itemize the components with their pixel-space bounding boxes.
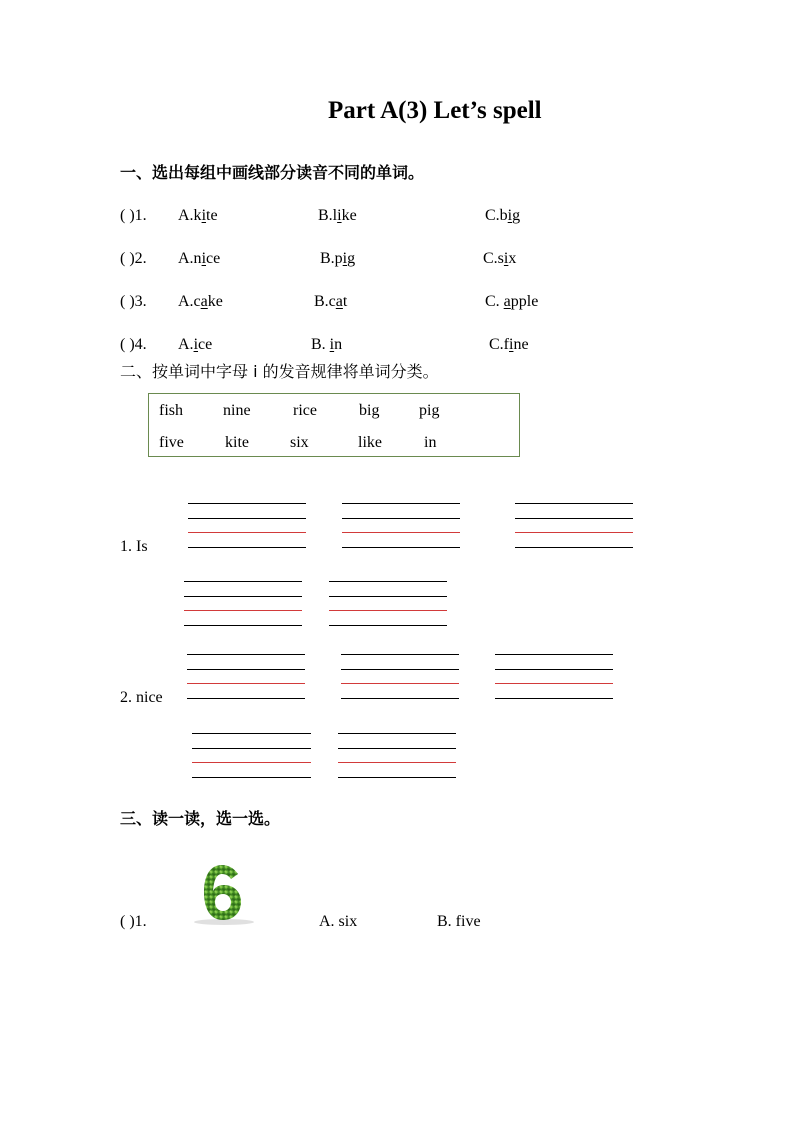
option-text: g	[347, 250, 356, 267]
group-1-label: 1. Is	[120, 538, 148, 555]
question-number: ( )4.	[120, 336, 147, 353]
option-text: B.	[311, 336, 330, 353]
writing-line-red	[184, 610, 302, 611]
writing-line-red	[187, 683, 305, 684]
underlined-letter: a	[335, 293, 343, 310]
word-bank-word: nine	[223, 402, 251, 419]
word-bank-word: five	[159, 434, 184, 451]
option-a	[178, 250, 220, 268]
writing-line	[515, 518, 633, 519]
option-text: ne	[513, 336, 529, 353]
word-bank-word: fish	[159, 402, 183, 419]
option-text: A.c	[178, 293, 201, 310]
writing-line	[184, 596, 302, 597]
writing-line	[342, 547, 460, 548]
option-text: B.c	[314, 293, 336, 310]
option-c	[489, 336, 529, 354]
underlined-letter: i	[201, 207, 207, 224]
option-text: C.s	[483, 250, 504, 267]
option-b	[314, 293, 347, 311]
writing-line	[515, 503, 633, 504]
option-text: te	[206, 207, 218, 224]
question-number: ( )1.	[120, 207, 147, 224]
word-bank-box	[148, 393, 520, 457]
writing-line-red	[338, 762, 456, 763]
option-text: C.f	[489, 336, 509, 353]
option-text: A.n	[178, 250, 202, 267]
writing-line	[495, 654, 613, 655]
option-b	[320, 250, 355, 268]
writing-line	[187, 669, 305, 670]
writing-line	[338, 777, 456, 778]
writing-line	[188, 547, 306, 548]
option-text: B.l	[318, 207, 338, 224]
word-bank-word: in	[424, 434, 437, 451]
option-text: ce	[206, 250, 221, 267]
word-bank-word: rice	[293, 402, 317, 419]
writing-line	[192, 748, 311, 749]
group-2-label: 2. nice	[120, 689, 163, 706]
underlined-letter: i	[329, 336, 335, 353]
underlined-letter: a	[200, 293, 208, 310]
underlined-letter: i	[342, 250, 348, 267]
writing-line	[188, 503, 306, 504]
writing-line	[495, 669, 613, 670]
underlined-letter: i	[201, 250, 207, 267]
word-bank-word: six	[290, 434, 309, 451]
writing-line	[341, 654, 459, 655]
option-text: A.	[178, 336, 194, 353]
underlined-letter: i	[503, 250, 509, 267]
option-b	[318, 207, 357, 225]
writing-line	[329, 596, 447, 597]
option-c	[485, 207, 520, 225]
word-bank-word: big	[359, 402, 380, 419]
writing-line	[329, 625, 447, 626]
option-text: pple	[510, 293, 539, 310]
underlined-letter: a	[503, 293, 511, 310]
option-text: ce	[198, 336, 213, 353]
section-3-heading: 三、读一读，选一选。	[120, 809, 281, 828]
word-bank-word: like	[358, 434, 382, 451]
option-text: C.b	[485, 207, 508, 224]
question-3-1-number: ( )1.	[120, 913, 147, 930]
writing-line	[329, 581, 447, 582]
option-text: ke	[207, 293, 223, 310]
writing-line	[192, 733, 311, 734]
section-2-heading: 二、按单词中字母 i 的发音规律将单词分类。	[120, 362, 439, 381]
word-bank-word: kite	[225, 434, 249, 451]
option-text: A.k	[178, 207, 202, 224]
section-1-heading: 一、选出每组中画线部分读音不同的单词。	[120, 163, 425, 182]
writing-line-red	[329, 610, 447, 611]
option-text: g	[512, 207, 521, 224]
writing-line	[338, 748, 456, 749]
page-title: Part A(3) Let’s spell	[328, 97, 542, 124]
option-text: ke	[341, 207, 357, 224]
writing-line	[342, 503, 460, 504]
option-a	[178, 293, 223, 311]
writing-line	[192, 777, 311, 778]
writing-line	[187, 654, 305, 655]
underlined-letter: i	[507, 207, 513, 224]
option-a	[178, 207, 218, 225]
green-number-six-image	[174, 860, 272, 928]
option-text: x	[508, 250, 517, 267]
writing-line	[184, 625, 302, 626]
option-text: n	[334, 336, 343, 353]
underlined-letter: i	[337, 207, 342, 224]
option-text: C.	[485, 293, 504, 310]
writing-line	[187, 698, 305, 699]
writing-line	[184, 581, 302, 582]
question-number: ( )2.	[120, 250, 147, 267]
option-a	[178, 336, 212, 354]
writing-line	[515, 547, 633, 548]
underlined-letter: i	[193, 336, 199, 353]
writing-line	[495, 698, 613, 699]
writing-line-red	[341, 683, 459, 684]
writing-line	[188, 518, 306, 519]
option-b	[311, 336, 342, 354]
underlined-letter: i	[509, 336, 514, 353]
option-c	[483, 250, 516, 268]
writing-line-red	[342, 532, 460, 533]
question-number: ( )3.	[120, 293, 147, 310]
writing-line-red	[515, 532, 633, 533]
option-text: t	[342, 293, 348, 310]
writing-line	[341, 698, 459, 699]
option-a: A. six	[319, 913, 358, 930]
option-text: B.p	[320, 250, 343, 267]
writing-line-red	[188, 532, 306, 533]
writing-line-red	[495, 683, 613, 684]
word-bank-word: pig	[419, 402, 440, 419]
writing-line	[338, 733, 456, 734]
writing-line-red	[192, 762, 311, 763]
writing-line	[341, 669, 459, 670]
option-c	[485, 293, 538, 311]
writing-line	[342, 518, 460, 519]
option-b: B. five	[437, 913, 481, 930]
